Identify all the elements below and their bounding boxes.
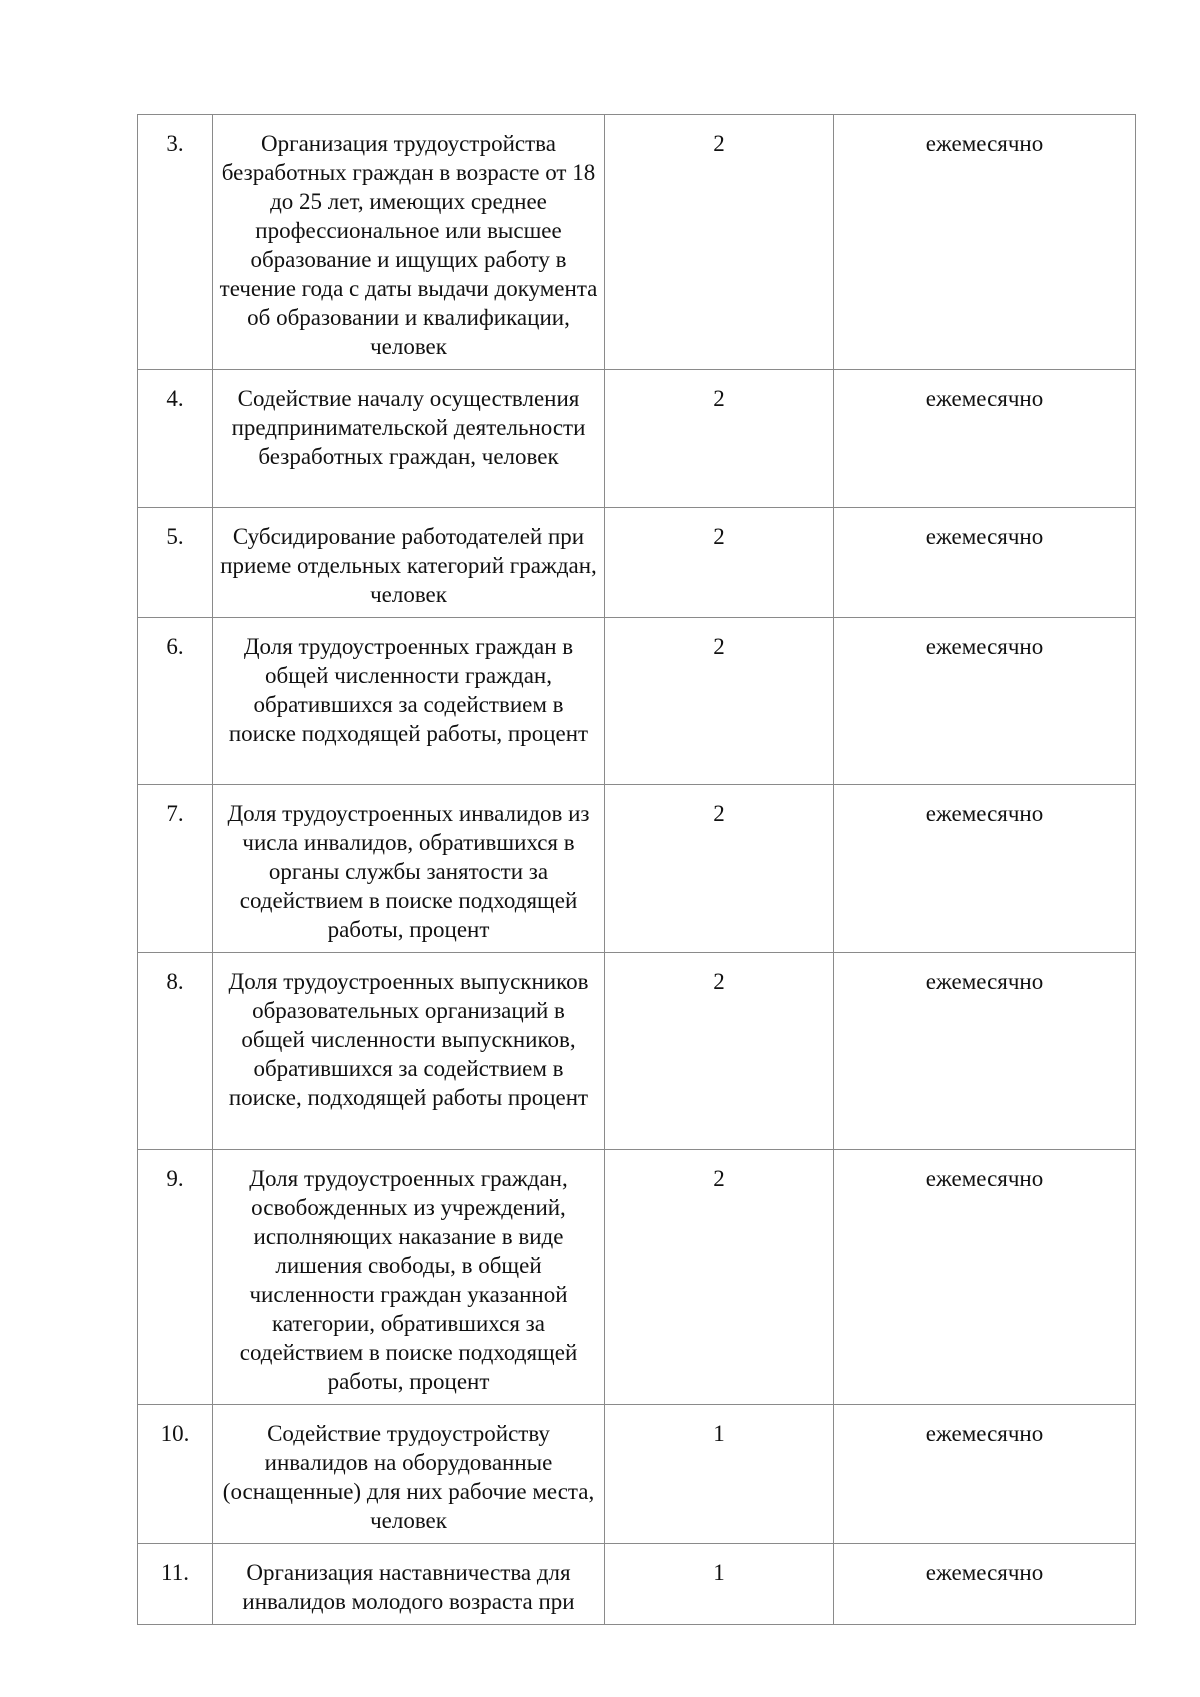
indicator-name: Организация трудоустройства безработных граждан в возрасте от 18 до 25 лет, имеющих среднее профессиональное или высшее образование и ищущих работу в течение года с даты выдачи документа об образовании и квалификации, человек [213, 115, 605, 370]
table-row [138, 1150, 1136, 1405]
indicator-name: Доля трудоустроенных граждан, освобожденных из учреждений, исполняющих наказание в виде лишения свободы, в общей численности граждан указанной категории, обратившихся за содействием в поиске подходящей работы, процент [213, 1150, 605, 1405]
indicators-table [137, 114, 1136, 1625]
reporting-period: ежемесячно [834, 115, 1136, 370]
row-number: 7. [138, 785, 213, 953]
indicator-name: Содействие началу осуществления предпринимательской деятельности безработных граждан, человек [213, 370, 605, 508]
indicator-value: 2 [605, 953, 834, 1150]
indicator-value: 1 [605, 1405, 834, 1544]
indicator-name: Содействие трудоустройству инвалидов на оборудованные (оснащенные) для них рабочие места, человек [213, 1405, 605, 1544]
reporting-period: ежемесячно [834, 953, 1136, 1150]
indicator-value: 2 [605, 785, 834, 953]
table-row [138, 1544, 1136, 1625]
reporting-period: ежемесячно [834, 370, 1136, 508]
indicator-name: Организация наставничества для инвалидов молодого возраста при [213, 1544, 605, 1625]
indicator-name: Доля трудоустроенных граждан в общей численности граждан, обратившихся за содействием в поиске подходящей работы, процент [213, 618, 605, 785]
reporting-period: ежемесячно [834, 618, 1136, 785]
row-number: 6. [138, 618, 213, 785]
indicator-name: Субсидирование работодателей при приеме отдельных категорий граждан, человек [213, 508, 605, 618]
table-row [138, 953, 1136, 1150]
indicator-name: Доля трудоустроенных выпускников образовательных организаций в общей численности выпускников, обратившихся за содействием в поиске, подходящей работы процент [213, 953, 605, 1150]
row-number: 8. [138, 953, 213, 1150]
table-row [138, 785, 1136, 953]
row-number: 5. [138, 508, 213, 618]
reporting-period: ежемесячно [834, 1544, 1136, 1625]
indicator-value: 1 [605, 1544, 834, 1625]
reporting-period: ежемесячно [834, 1150, 1136, 1405]
reporting-period: ежемесячно [834, 785, 1136, 953]
row-number: 4. [138, 370, 213, 508]
row-number: 11. [138, 1544, 213, 1625]
table-row [138, 508, 1136, 618]
indicator-value: 2 [605, 115, 834, 370]
table-row [138, 618, 1136, 785]
indicator-name: Доля трудоустроенных инвалидов из числа инвалидов, обратившихся в органы службы занятости за содействием в поиске подходящей работы, процент [213, 785, 605, 953]
row-number: 9. [138, 1150, 213, 1405]
reporting-period: ежемесячно [834, 508, 1136, 618]
indicator-value: 2 [605, 370, 834, 508]
row-number: 10. [138, 1405, 213, 1544]
indicator-value: 2 [605, 1150, 834, 1405]
row-number: 3. [138, 115, 213, 370]
reporting-period: ежемесячно [834, 1405, 1136, 1544]
table-row [138, 370, 1136, 508]
table-row [138, 1405, 1136, 1544]
table-row [138, 115, 1136, 370]
indicator-value: 2 [605, 508, 834, 618]
indicator-value: 2 [605, 618, 834, 785]
